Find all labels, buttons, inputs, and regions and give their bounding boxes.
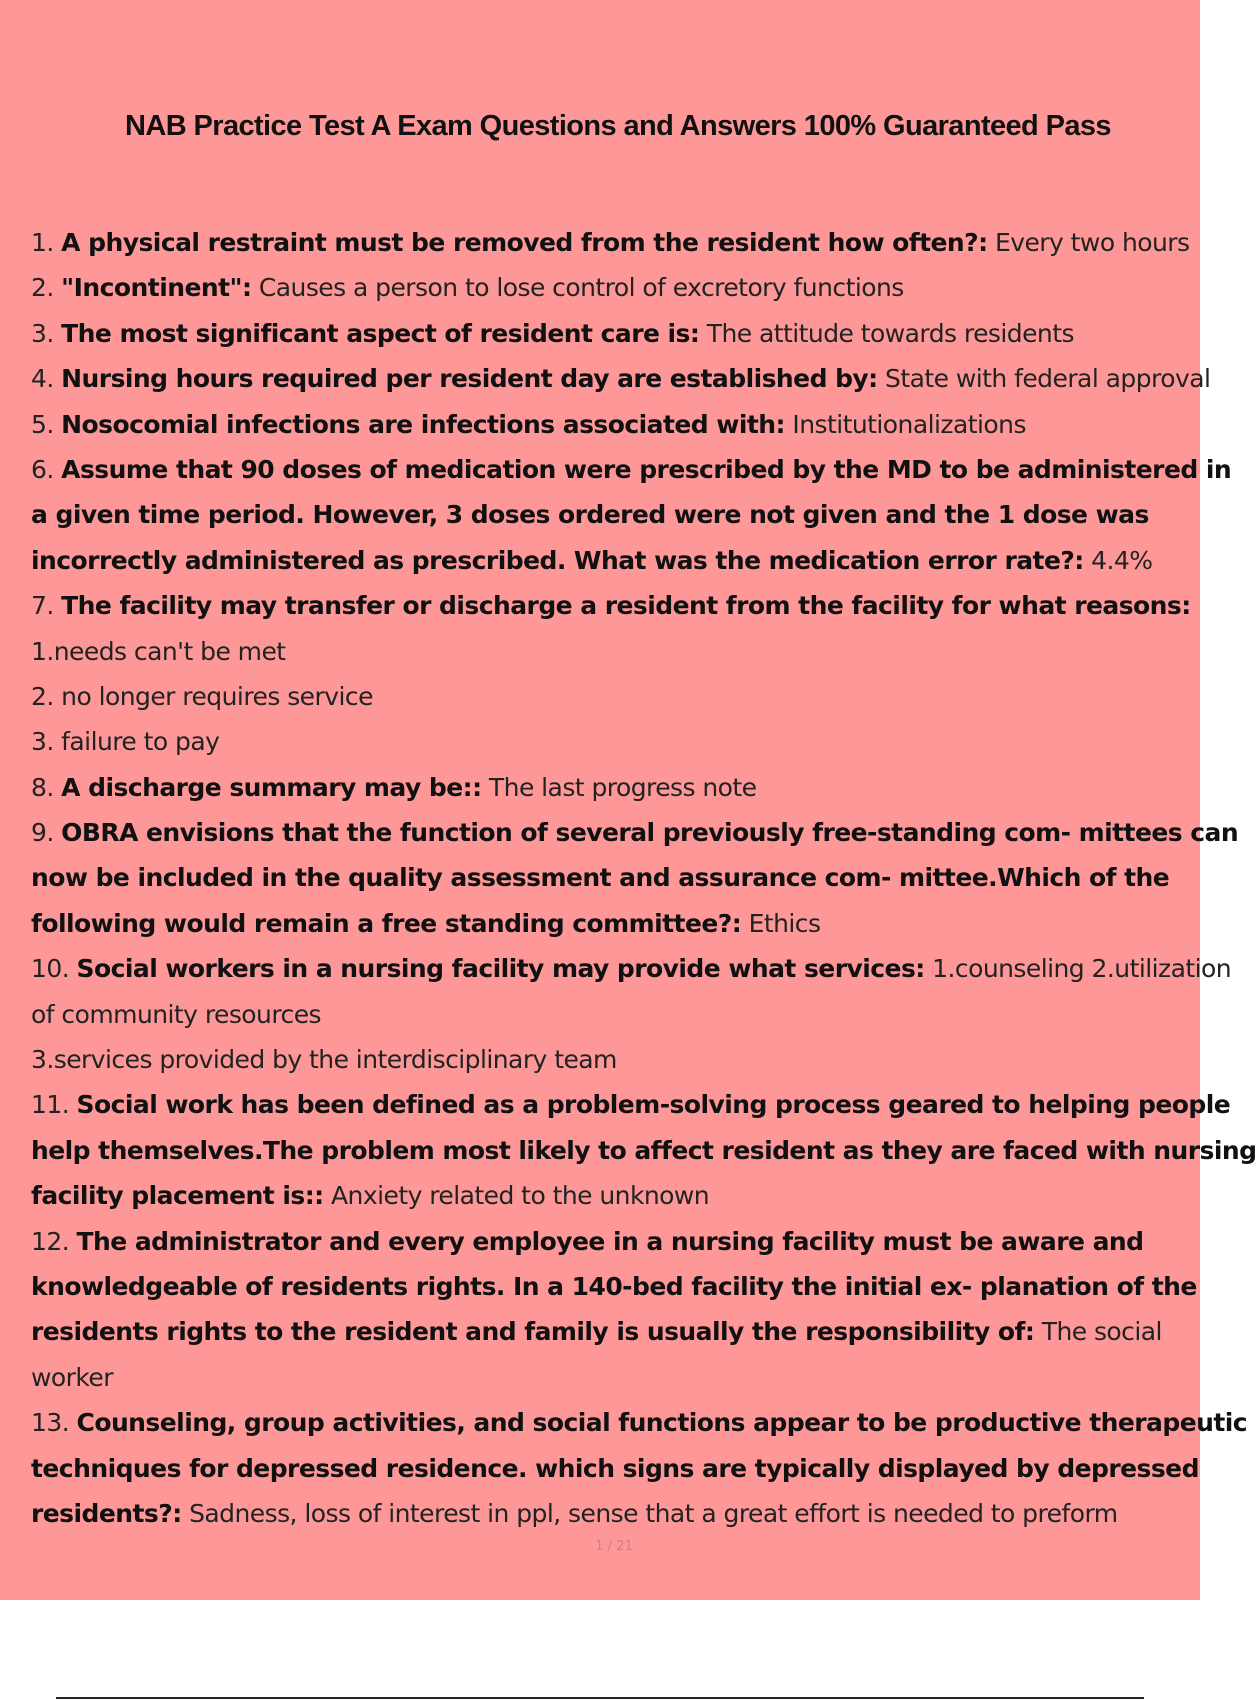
answer-text: 1.needs can't be met [31, 636, 286, 666]
question-11 [31, 1082, 1231, 1127]
question-12 [31, 1219, 1201, 1264]
answer-text: Ethics [748, 908, 821, 938]
question-text: following would remain a free standing committee?: [31, 908, 742, 938]
answer-text: worker [31, 1362, 113, 1392]
question-number: 9. [31, 818, 54, 848]
answer-text: The social [1041, 1317, 1162, 1347]
question-number: 8. [31, 772, 54, 802]
answer-text: 4.4% [1091, 545, 1153, 575]
question-3 [31, 311, 1201, 356]
question-7-answer-2 [31, 674, 1201, 719]
question-number: 2. [31, 273, 54, 303]
question-text: Assume that 90 doses of medication were prescribed by the MD to be administered in [61, 454, 1232, 484]
answer-text: 2. no longer requires service [31, 681, 373, 711]
question-text: incorrectly administered as prescribed. What was the medication error rate?: [31, 545, 1084, 575]
question-2 [31, 265, 1201, 310]
question-text: "Incontinent": [61, 273, 252, 303]
question-text: residents rights to the resident and family is usually the responsibility of: [31, 1317, 1035, 1347]
question-12-line-2 [31, 1264, 1201, 1309]
question-number: 6. [31, 454, 54, 484]
answer-text: 1.counseling 2.utilization [932, 954, 1232, 984]
question-5 [31, 402, 1201, 447]
answer-text: Sadness, loss of interest in ppl, sense that a great effort is needed to preform [189, 1498, 1118, 1528]
answer-text: The attitude towards residents [706, 318, 1074, 348]
question-7-answer-3 [31, 719, 1201, 764]
answer-text: Institutionalizations [792, 409, 1026, 439]
question-10-line-3 [31, 1037, 1201, 1082]
page-number: 1 / 21 [595, 1539, 633, 1554]
question-7 [31, 583, 1201, 628]
question-1 [31, 220, 1201, 265]
question-6 [31, 447, 1232, 492]
question-text: Nosocomial infections are infections associated with: [61, 409, 785, 439]
question-number: 12. [31, 1226, 70, 1256]
question-text: OBRA envisions that the function of several previously free-standing com- mittees can [61, 818, 1239, 848]
answer-text: of community resources [31, 999, 322, 1029]
question-11-line-2 [31, 1128, 1256, 1173]
question-13 [31, 1400, 1248, 1445]
document-title: NAB Practice Test A Exam Questions and Answers 100% Guaranteed Pass [125, 110, 1111, 142]
question-12-line-3 [31, 1309, 1201, 1354]
question-text: Social work has been defined as a problem-solving process geared to helping people [76, 1090, 1231, 1120]
question-text: The most significant aspect of resident care is: [61, 318, 700, 348]
question-text: techniques for depressed residence. which signs are typically displayed by depressed [31, 1453, 1199, 1483]
question-text: knowledgeable of residents rights. In a 140-bed facility the initial ex- planation of the [31, 1271, 1197, 1301]
answer-text: Causes a person to lose control of excretory functions [258, 273, 904, 303]
question-9-line-3 [31, 901, 1201, 946]
question-text: now be included in the quality assessment and assurance com- mittee.Which of the [31, 863, 1170, 893]
answer-text: 3.services provided by the interdisciplinary team [31, 1045, 617, 1075]
question-text: facility placement is:: [31, 1181, 324, 1211]
question-number: 3. [31, 318, 54, 348]
question-number: 13. [31, 1408, 70, 1438]
question-8 [31, 765, 1201, 810]
question-9 [31, 810, 1239, 855]
question-number: 4. [31, 364, 54, 394]
question-6-line-2 [31, 492, 1201, 537]
question-number: 7. [31, 591, 54, 621]
question-number: 10. [31, 954, 70, 984]
question-text: a given time period. However, 3 doses ordered were not given and the 1 dose was [31, 500, 1149, 530]
answer-text: 3. failure to pay [31, 727, 220, 757]
question-text: Counseling, group activities, and social functions appear to be productive therapeutic [76, 1408, 1248, 1438]
question-6-line-3 [31, 538, 1201, 583]
question-text: The administrator and every employee in a nursing facility must be aware and [76, 1226, 1144, 1256]
question-12-line-4 [31, 1355, 1201, 1400]
question-9-line-2 [31, 855, 1201, 900]
question-text: help themselves.The problem most likely to affect resident as they are faced with nursing [31, 1135, 1256, 1165]
question-text: Social workers in a nursing facility may provide what services: [76, 954, 925, 984]
question-13-line-2 [31, 1446, 1201, 1491]
question-text: A discharge summary may be:: [61, 772, 482, 802]
page-divider [56, 1697, 1144, 1699]
question-11-line-3 [31, 1173, 1201, 1218]
question-4 [31, 356, 1211, 401]
question-10-line-2 [31, 992, 1201, 1037]
question-number: 1. [31, 228, 54, 257]
answer-text: The last progress note [488, 772, 757, 802]
question-13-line-3 [31, 1491, 1201, 1536]
question-7-answer-1 [31, 629, 1201, 674]
answer-text: Every two hours [994, 228, 1190, 257]
question-text: The facility may transfer or discharge a resident from the facility for what reasons: [61, 591, 1191, 621]
question-text: residents?: [31, 1498, 182, 1528]
answer-text: Anxiety related to the unknown [331, 1181, 710, 1211]
question-text: A physical restraint must be removed from the resident how often?: [61, 228, 988, 257]
question-list [31, 220, 1256, 1536]
answer-text: State with federal approval [885, 364, 1211, 394]
question-number: 5. [31, 409, 54, 439]
question-number: 11. [31, 1090, 70, 1120]
question-text: Nursing hours required per resident day are established by: [61, 364, 878, 394]
question-10 [31, 946, 1232, 991]
